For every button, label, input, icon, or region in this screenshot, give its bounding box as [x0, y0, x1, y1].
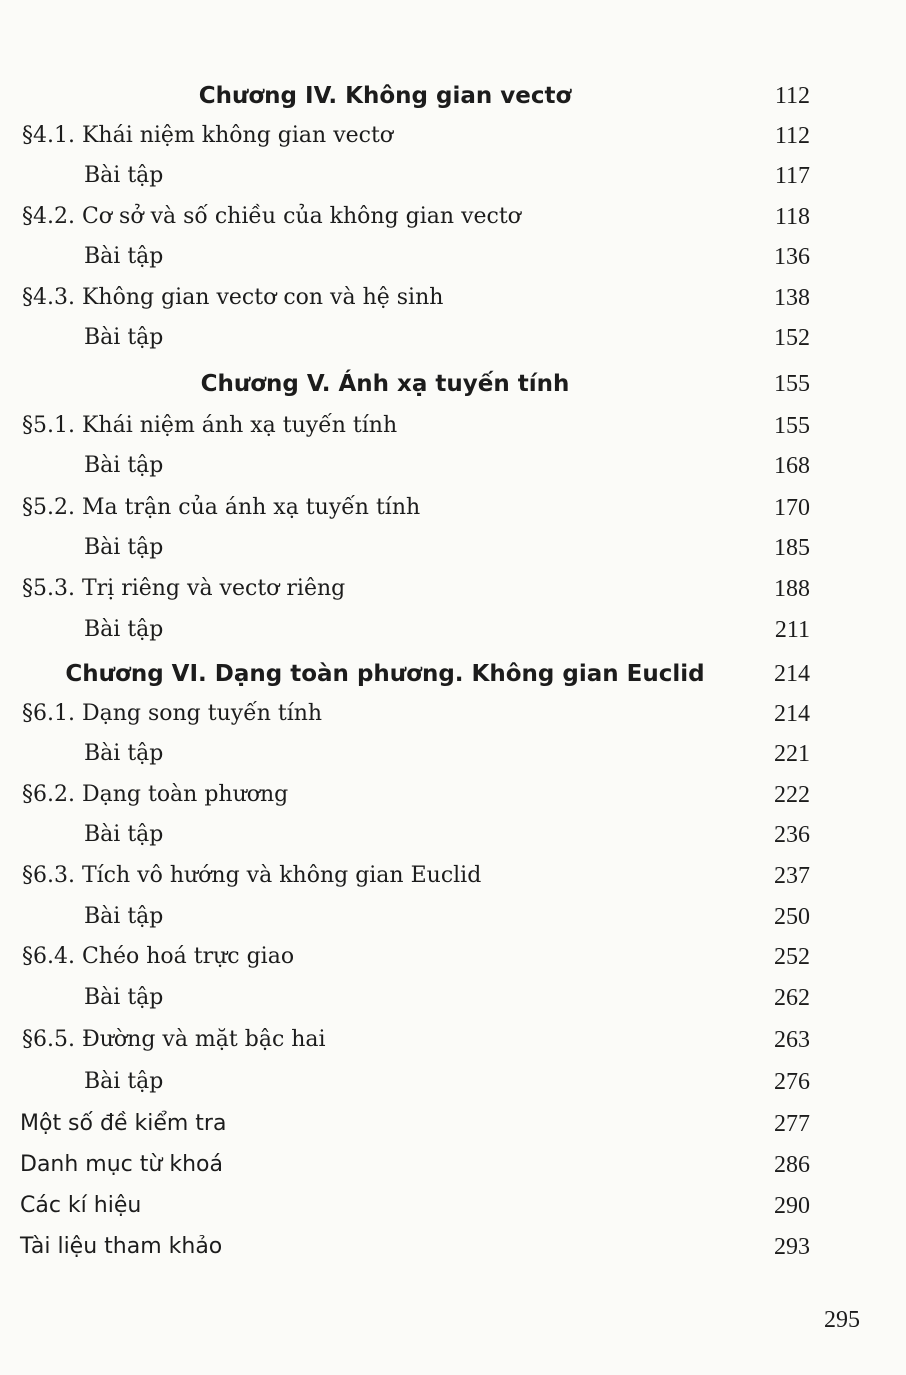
- toc-entry-page: 250: [774, 904, 810, 930]
- toc-entry-page: 136: [774, 244, 810, 270]
- toc-entry-page: 138: [774, 285, 810, 311]
- toc-entry-chapter: [0, 654, 906, 694]
- toc-entry-title: Bài tập: [84, 822, 164, 847]
- toc-entry-title: §6.1. Dạng song tuyến tính: [22, 701, 323, 726]
- toc-entry-title: Bài tập: [84, 244, 164, 269]
- toc-entry-exercise: [0, 318, 906, 358]
- toc-entry-exercise: [0, 528, 906, 568]
- toc-entry-title: §5.3. Trị riêng và vectơ riêng: [22, 576, 346, 601]
- page-number: 295: [824, 1307, 860, 1333]
- toc-entry-page: 222: [774, 782, 810, 808]
- toc-entry-page: 236: [774, 822, 810, 848]
- toc-entry-title: §5.2. Ma trận của ánh xạ tuyến tính: [22, 495, 421, 520]
- toc-entry-title: §4.1. Khái niệm không gian vectơ: [22, 123, 394, 148]
- toc-entry-section: [0, 406, 906, 446]
- toc-entry-title: Bài tập: [84, 325, 164, 350]
- toc-entry-title: Chương VI. Dạng toàn phương. Không gian Euclid: [65, 661, 705, 687]
- toc-entry-page: 214: [774, 661, 810, 687]
- toc-entry-exercise: [0, 897, 906, 937]
- toc-entry-title: Chương IV. Không gian vectơ: [198, 83, 572, 109]
- toc-entry-title: Bài tập: [84, 617, 164, 642]
- toc-entry-page: 221: [774, 741, 810, 767]
- toc-entry-title: §6.3. Tích vô hướng và không gian Euclid: [22, 863, 482, 888]
- toc-entry-page: 117: [774, 163, 810, 189]
- toc-entry-page: 185: [774, 535, 810, 561]
- toc-entry-section: [0, 694, 906, 734]
- toc-entry-page: 286: [774, 1152, 810, 1178]
- toc-entry-page: 155: [774, 371, 810, 397]
- toc-entry-exercise: [0, 978, 906, 1018]
- toc-entry-page: 112: [774, 83, 810, 109]
- toc-entry-exercise: [0, 815, 906, 855]
- toc-entry-title: Bài tập: [84, 535, 164, 560]
- toc-entry-chapter: [0, 76, 906, 116]
- toc-entry-title: §4.3. Không gian vectơ con và hệ sinh: [22, 285, 444, 310]
- toc-entry-section: [0, 488, 906, 528]
- toc-entry-section: [0, 197, 906, 237]
- toc-entry-section: [0, 278, 906, 318]
- toc-entry-title: Bài tập: [84, 904, 164, 929]
- toc-entry-title: Một số đề kiểm tra: [20, 1111, 227, 1136]
- toc-entry-page: 170: [774, 495, 810, 521]
- toc-entry-title: Bài tập: [84, 1069, 164, 1094]
- toc-entry-exercise: [0, 610, 906, 650]
- toc-entry-title: Bài tập: [84, 741, 164, 766]
- toc-entry-title: §4.2. Cơ sở và số chiều của không gian vectơ: [22, 204, 521, 229]
- toc-entry-page: 112: [774, 123, 810, 149]
- toc-entry-section: [0, 856, 906, 896]
- toc-entry-title: Bài tập: [84, 453, 164, 478]
- toc-entry-exercise: [0, 446, 906, 486]
- toc-entry-page: 118: [774, 204, 810, 230]
- toc-entry-exercise: [0, 237, 906, 277]
- toc-entry-appendix: [0, 1227, 906, 1267]
- toc-entry-exercise: [0, 156, 906, 196]
- toc-entry-title: Bài tập: [84, 163, 164, 188]
- toc-entry-title: Chương V. Ánh xạ tuyến tính: [200, 371, 570, 397]
- toc-entry-page: 276: [774, 1069, 810, 1095]
- toc-entry-page: 152: [774, 325, 810, 351]
- toc-entry-page: 211: [774, 617, 810, 643]
- toc-entry-title: §5.1. Khái niệm ánh xạ tuyến tính: [22, 413, 398, 438]
- toc-entry-page: 214: [774, 701, 810, 727]
- toc-entry-section: [0, 116, 906, 156]
- toc-entry-page: 262: [774, 985, 810, 1011]
- toc-entry-title: Các kí hiệu: [20, 1193, 142, 1218]
- toc-entry-page: 277: [774, 1111, 810, 1137]
- toc-entry-exercise: [0, 1062, 906, 1102]
- toc-entry-page: 188: [774, 576, 810, 602]
- toc-entry-title: §6.4. Chéo hoá trực giao: [22, 944, 295, 969]
- toc-entry-appendix: [0, 1104, 906, 1144]
- toc-entry-title: Bài tập: [84, 985, 164, 1010]
- toc-entry-section: [0, 775, 906, 815]
- toc-entry-title: Danh mục từ khoá: [20, 1152, 223, 1177]
- toc-entry-appendix: [0, 1186, 906, 1226]
- toc-entry-section: [0, 937, 906, 977]
- toc-entry-page: 168: [774, 453, 810, 479]
- toc-entry-page: 290: [774, 1193, 810, 1219]
- toc-entry-exercise: [0, 734, 906, 774]
- toc-entry-title: §6.5. Đường và mặt bậc hai: [22, 1027, 326, 1052]
- toc-entry-title: §6.2. Dạng toàn phương: [22, 782, 289, 807]
- toc-entry-section: [0, 569, 906, 609]
- toc-entry-page: 237: [774, 863, 810, 889]
- toc-entry-page: 293: [774, 1234, 810, 1260]
- toc-entry-section: [0, 1020, 906, 1060]
- toc-entry-page: 263: [774, 1027, 810, 1053]
- toc-entry-page: 252: [774, 944, 810, 970]
- toc-entry-title: Tài liệu tham khảo: [20, 1234, 223, 1259]
- toc-entry-chapter: [0, 364, 906, 404]
- toc-entry-appendix: [0, 1145, 906, 1185]
- toc-entry-page: 155: [774, 413, 810, 439]
